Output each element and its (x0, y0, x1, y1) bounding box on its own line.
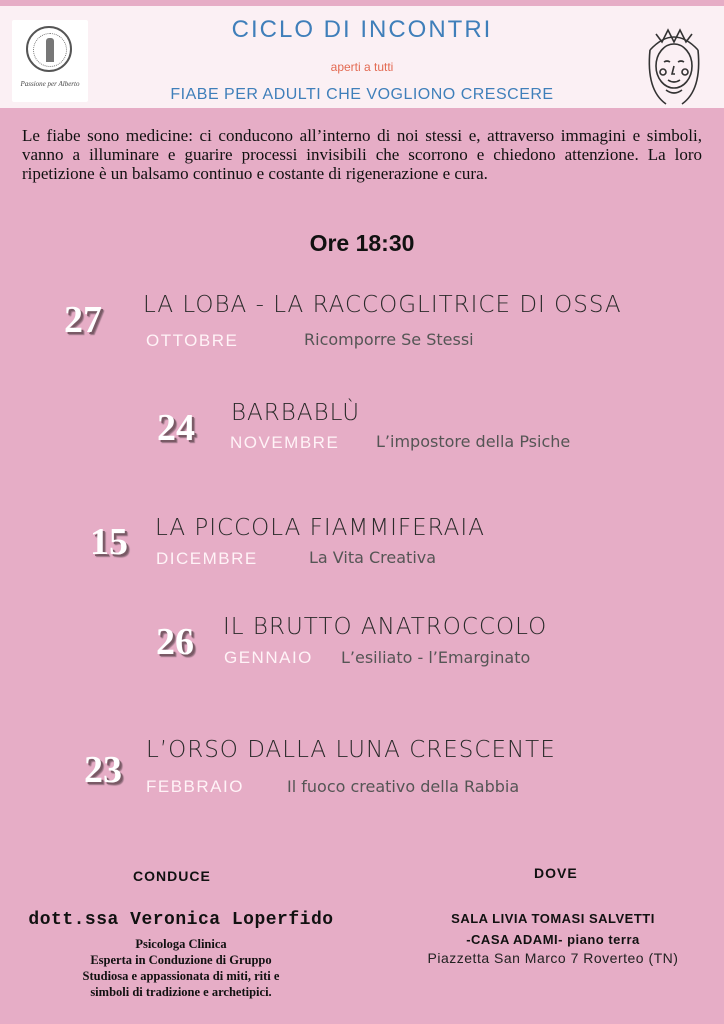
host-name: dott.ssa Veronica Loperfido (28, 910, 334, 930)
header (0, 0, 724, 114)
event-month: OTTOBRE (146, 331, 239, 350)
event-subtitle: Ricomporre Se Stessi (304, 330, 474, 349)
series-title: FIABE PER ADULTI CHE VOGLIONO CRESCERE (170, 86, 554, 103)
event-title: L’ORSO DALLA LUNA CRESCENTE (146, 737, 556, 763)
event-title: BARBABLÙ (231, 400, 361, 426)
event-day: 23 (84, 749, 122, 791)
event-subtitle: L’esiliato - l’Emarginato (341, 648, 531, 667)
event-title: LA LOBA - LA RACCOGLITRICE DI OSSA (143, 292, 622, 318)
event-title: LA PICCOLA FIAMMIFERAIA (155, 515, 485, 541)
logo-caption: Passione per Alberto (20, 80, 80, 88)
event-month: NOVEMBRE (230, 433, 340, 452)
event-subtitle: Il fuoco creativo della Rabbia (287, 777, 520, 796)
credential-line: simboli di tradizione e archetipici. (90, 985, 272, 999)
event-subtitle: L’impostore della Psiche (376, 432, 571, 451)
event-day: 24 (157, 407, 195, 449)
event-day: 27 (64, 299, 102, 341)
credential-line: Esperta in Conduzione di Gruppo (90, 953, 272, 967)
conduce-label: CONDUCE (133, 868, 211, 884)
credential-line: Psicologa Clinica (135, 937, 227, 951)
venue-line: -CASA ADAMI- piano terra (466, 932, 640, 947)
event-month: GENNAIO (224, 648, 313, 667)
event-day: 15 (90, 521, 128, 563)
woman-face-icon (636, 20, 712, 108)
event-month: DICEMBRE (156, 549, 258, 568)
venue-name (382, 908, 724, 950)
venue-line: SALA LIVIA TOMASI SALVETTI (451, 911, 655, 926)
event-title: IL BRUTTO ANATROCCOLO (223, 614, 548, 640)
event-time: Ore 18:30 (309, 230, 415, 256)
host-credentials (0, 936, 362, 1000)
intro-paragraph: Le fiabe sono medicine: ci conducono all’interno di noi stessi e, attraverso immagini e simboli, vanno a illuminare e guarire processi invisibili che scorrono e chiedono attenzione. La loro ripetizione è un balsamo continuo e costante di rigenerazione e cura. (22, 126, 702, 183)
event-month: FEBBRAIO (146, 777, 244, 796)
event-day: 26 (156, 621, 194, 663)
event-subtitle: La Vita Creativa (309, 548, 437, 567)
dove-label: DOVE (534, 865, 578, 881)
venue-address: Piazzetta San Marco 7 Roverteo (TN) (427, 950, 679, 966)
header-banner (0, 6, 724, 108)
page-subtitle: aperti a tutti (330, 60, 394, 74)
page-title: CICLO DI INCONTRI (231, 16, 493, 43)
credential-line: Studiosa e appassionata di miti, riti e (82, 969, 280, 983)
